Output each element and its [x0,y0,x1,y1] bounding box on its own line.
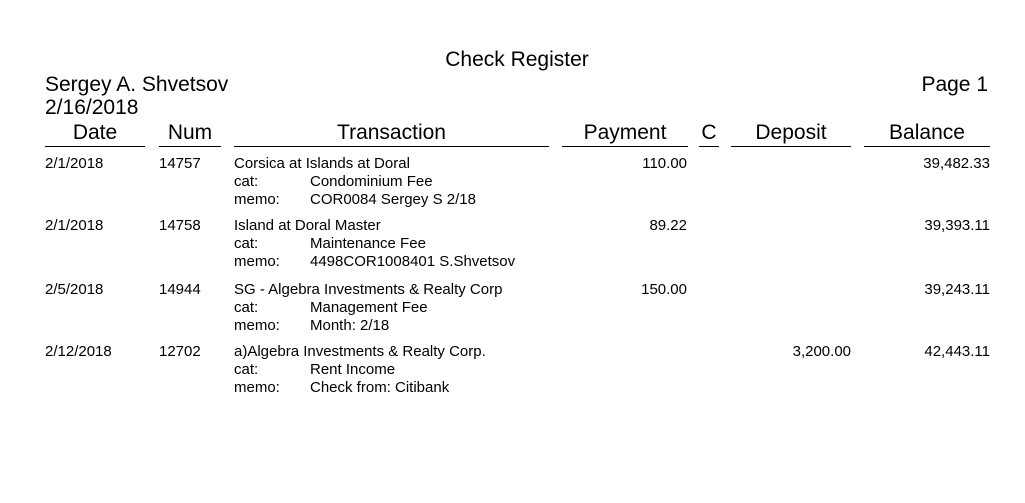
row-category: Maintenance Fee [310,235,426,252]
row-balance: 39,243.11 [924,281,990,298]
row-payee: a)Algebra Investments & Realty Corp. [234,343,486,360]
row-check-number: 14944 [159,281,201,298]
category-label: cat: [234,173,259,190]
row-memo: Month: 2/18 [310,317,390,334]
header-divider [45,146,145,147]
memo-label: memo: [234,317,280,334]
transaction-row [0,281,1025,341]
header-divider [234,146,549,147]
row-memo: 4498COR1008401 S.Shvetsov [310,253,516,270]
row-date: 2/12/2018 [45,343,112,360]
memo-label: memo: [234,191,280,208]
row-check-number: 12702 [159,343,201,360]
row-balance: 42,443.11 [924,343,990,360]
row-payee: SG - Algebra Investments & Realty Corp [234,281,503,298]
report-date: 2/16/2018 [45,96,139,119]
column-header-num: Num [167,121,213,144]
row-payee: Island at Doral Master [234,217,381,234]
row-memo: COR0084 Sergey S 2/18 [310,191,476,208]
header-divider [731,146,851,147]
transaction-row [0,217,1025,277]
row-deposit: 3,200.00 [792,343,851,360]
header-divider [699,146,719,147]
category-label: cat: [234,361,259,378]
row-payment: 110.00 [642,155,687,172]
row-check-number: 14758 [159,217,201,234]
category-label: cat: [234,299,259,316]
report-title: Check Register [445,48,589,71]
row-memo: Check from: Citibank [310,379,450,396]
row-balance: 39,393.11 [924,217,990,234]
page-number: Page 1 [921,73,988,96]
account-owner: Sergey A. Shvetsov [45,73,229,96]
column-header-cleared: C [701,121,717,144]
row-category: Condominium Fee [310,173,433,190]
header-divider [159,146,221,147]
column-header-payment: Payment [583,121,667,144]
row-date: 2/5/2018 [45,281,104,298]
transaction-row [0,155,1025,215]
memo-label: memo: [234,253,280,270]
row-check-number: 14757 [159,155,201,172]
row-category: Rent Income [310,361,396,378]
row-payment: 150.00 [641,281,687,298]
header-divider [562,146,688,147]
row-balance: 39,482.33 [923,155,990,172]
column-header-deposit: Deposit [755,121,827,144]
row-category: Management Fee [310,299,428,316]
memo-label: memo: [234,379,280,396]
category-label: cat: [234,235,259,252]
transaction-row [0,343,1025,403]
row-date: 2/1/2018 [45,155,104,172]
row-payment: 89.22 [649,217,687,234]
header-divider [864,146,990,147]
column-header-transaction: Transaction [337,121,446,144]
column-header-balance: Balance [889,121,965,144]
row-date: 2/1/2018 [45,217,104,234]
column-header-date: Date [72,121,118,144]
row-payee: Corsica at Islands at Doral [234,155,410,172]
